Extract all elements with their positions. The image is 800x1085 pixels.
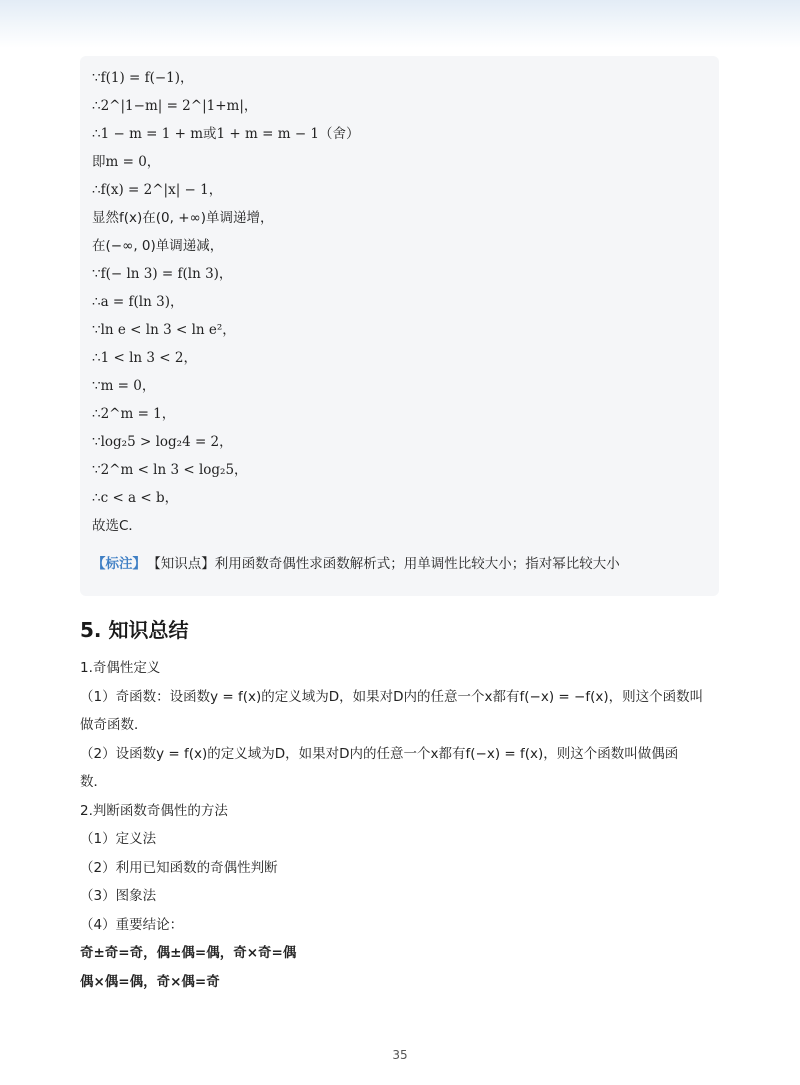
solution-box xyxy=(80,56,719,596)
header-band xyxy=(0,0,800,48)
solution-step: 在(−∞, 0)单调递减， xyxy=(92,238,224,254)
solution-step: ∴f(x) = 2^|x| − 1， xyxy=(92,182,223,198)
solution-step: ∵2^m < ln 3 < log₂5， xyxy=(92,462,248,478)
solution-step: ∵f(− ln 3) = f(ln 3)， xyxy=(92,266,233,282)
page-number: 35 xyxy=(392,1048,408,1062)
knowledge-summary xyxy=(80,654,722,996)
solution-step: 显然f(x)在(0, +∞)单调递增， xyxy=(92,210,274,226)
summary-conclusion: 奇±奇=奇，偶±偶=偶，奇×奇=偶 xyxy=(80,945,297,961)
summary-line: （1）奇函数：设函数y = f(x)的定义域为D，如果对D内的任意一个x都有f(−x) = −f(x)，则这个函数叫 xyxy=(80,688,704,705)
summary-line: （4）重要结论： xyxy=(80,916,184,933)
solution-step: ∴c < a < b， xyxy=(92,490,179,506)
summary-line: 数． xyxy=(80,774,107,790)
section-title: 5. 知识总结 xyxy=(80,618,189,642)
solution-step: ∴1 < ln 3 < 2， xyxy=(92,350,197,366)
solution-step: ∴1 − m = 1 + m或1 + m = m − 1（舍） xyxy=(92,126,360,142)
solution-step: 即m = 0， xyxy=(92,154,161,170)
summary-line: （3）图象法 xyxy=(80,888,157,904)
summary-line: 1.奇偶性定义 xyxy=(80,660,161,676)
annotation-text: 【知识点】利用函数奇偶性求函数解析式；用单调性比较大小；指对幂比较大小 xyxy=(154,556,620,572)
solution-step: ∵m = 0， xyxy=(92,378,156,394)
annotation-tag: 【标注】 xyxy=(92,556,146,572)
summary-line: （2）设函数y = f(x)的定义域为D，如果对D内的任意一个x都有f(−x) = f(x)，则这个函数叫做偶函 xyxy=(80,745,679,762)
summary-conclusion: 偶×偶=偶，奇×偶=奇 xyxy=(80,973,220,990)
solution-step: ∴2^|1−m| = 2^|1+m|， xyxy=(92,98,258,114)
summary-line: （2）利用已知函数的奇偶性判断 xyxy=(80,859,278,876)
summary-line: 做奇函数． xyxy=(80,717,148,733)
annotation-note xyxy=(92,552,707,576)
solution-step: ∴a = f(ln 3)， xyxy=(92,294,184,310)
solution-step: ∵f(1) = f(−1)， xyxy=(92,70,194,86)
solution-step: ∵ln e < ln 3 < ln e²， xyxy=(92,322,236,338)
solution-step: ∴2^m = 1， xyxy=(92,406,176,422)
solution-step: ∵log₂5 > log₂4 = 2， xyxy=(92,434,233,450)
summary-line: （1）定义法 xyxy=(80,831,157,847)
summary-line: 2.判断函数奇偶性的方法 xyxy=(80,802,228,819)
solution-step: 故选C． xyxy=(92,518,142,534)
